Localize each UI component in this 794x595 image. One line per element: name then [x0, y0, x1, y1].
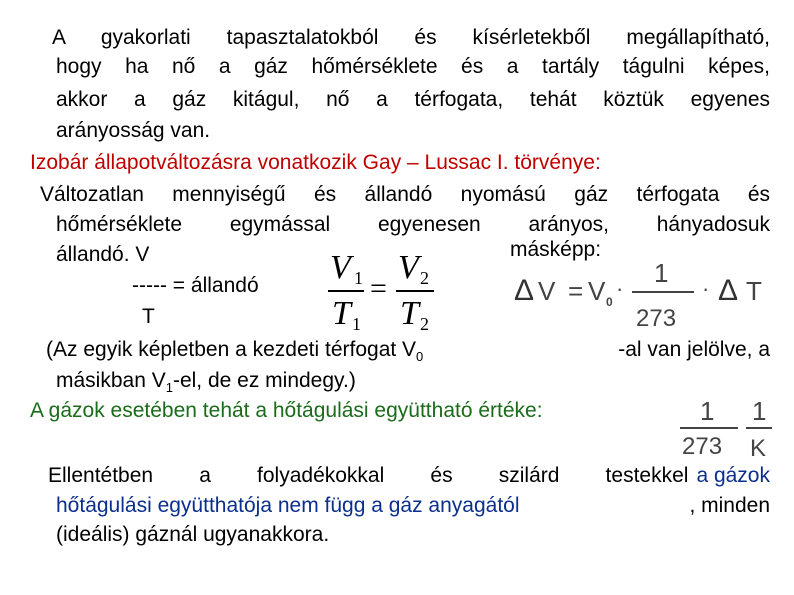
formula2-equals: = — [568, 276, 584, 306]
coef-den1: 273 — [682, 433, 723, 458]
expansion-coefficient-heading: A gázok esetében tehát a hőtágulási együttható értéke: — [30, 399, 543, 422]
para2-dashes: ----- = állandó — [132, 274, 259, 297]
coef-den2: K — [750, 435, 767, 458]
para4-line1-a: Ellentétben a folyadékokkal és szilárd testekkel — [48, 464, 689, 487]
para4-line2 — [56, 492, 770, 520]
formula2-den: 273 — [636, 305, 677, 330]
v1-subscript: 1 — [165, 380, 173, 395]
para4-line1 — [48, 462, 770, 490]
gay-lussac-heading: Izobár állapotváltozásra vonatkozik Gay – Lussac I. törvénye: — [30, 151, 601, 174]
formula-v2: V — [398, 249, 419, 286]
coef-num2: 1 — [752, 396, 767, 426]
para3-line1-a: (Az egyik képletben a kezdeti térfogat $V_0$ — [46, 338, 424, 364]
para2-line3-right: másképp: — [510, 238, 602, 261]
formula-t1-sub: 1 — [352, 314, 361, 332]
formula-v1-sub: 1 — [354, 268, 363, 288]
coefficient-formula — [676, 394, 776, 458]
para1-line2: hogy ha nő a gáz hőmérséklete és a tartály tágulni képes, — [56, 55, 770, 78]
formula-equals: = — [370, 272, 387, 305]
para2-line3-left: állandó. V — [56, 243, 150, 266]
para2-T: T — [142, 305, 155, 328]
formula-t2: T — [400, 295, 419, 332]
formula2-dot: · — [616, 276, 624, 301]
formula2-t: T — [746, 276, 762, 306]
volume-change-formula — [514, 256, 774, 330]
formula2-v: V — [538, 276, 556, 306]
formula2-v0-sub: 0 — [606, 295, 613, 309]
para4-line3: (ideális) gáznál ugyanakkora. — [56, 523, 330, 546]
delta-icon-2: Δ — [718, 274, 739, 307]
para3-line1 — [46, 336, 770, 371]
formula-t2-sub: 2 — [420, 314, 429, 332]
formula2-num: 1 — [654, 258, 669, 288]
para2-line1: Változatlan mennyiségű és állandó nyomású gáz térfogata és — [40, 183, 770, 206]
gay-lussac-formula — [326, 240, 436, 332]
para1-line3: akkor a gáz kitágul, nő a térfogata, tehát köztük egyenes — [56, 88, 770, 111]
para1-line1: A gyakorlati tapasztalatokból és kísérletekből megállapítható, — [52, 26, 770, 49]
delta-icon: Δ — [514, 274, 535, 307]
para3-line2-b: -el, de ez mindegy.) — [172, 369, 356, 392]
para1-line4: arányosság van. — [56, 119, 211, 142]
coef-num1: 1 — [700, 396, 715, 426]
para3-line1-b: -al van jelölve, a — [618, 338, 770, 361]
formula-v1: V — [330, 249, 351, 286]
para4-line2-a: hőtágulási együtthatója nem függ a gáz anyagától — [56, 494, 520, 517]
formula-v2-sub: 2 — [420, 268, 429, 288]
para4-line1-b: a gázok — [696, 464, 770, 487]
formula2-dot2: · — [702, 276, 710, 301]
v0-subscript: 0 — [416, 349, 424, 364]
formula-t1: T — [332, 295, 351, 332]
formula2-v0: V — [588, 276, 606, 306]
para4-line2-b: , minden — [689, 494, 770, 517]
para2-line2: hőmérséklete egymással egyenesen arányos, hányadosuk — [56, 213, 770, 236]
para3-line2-a: másikban V — [56, 369, 166, 392]
